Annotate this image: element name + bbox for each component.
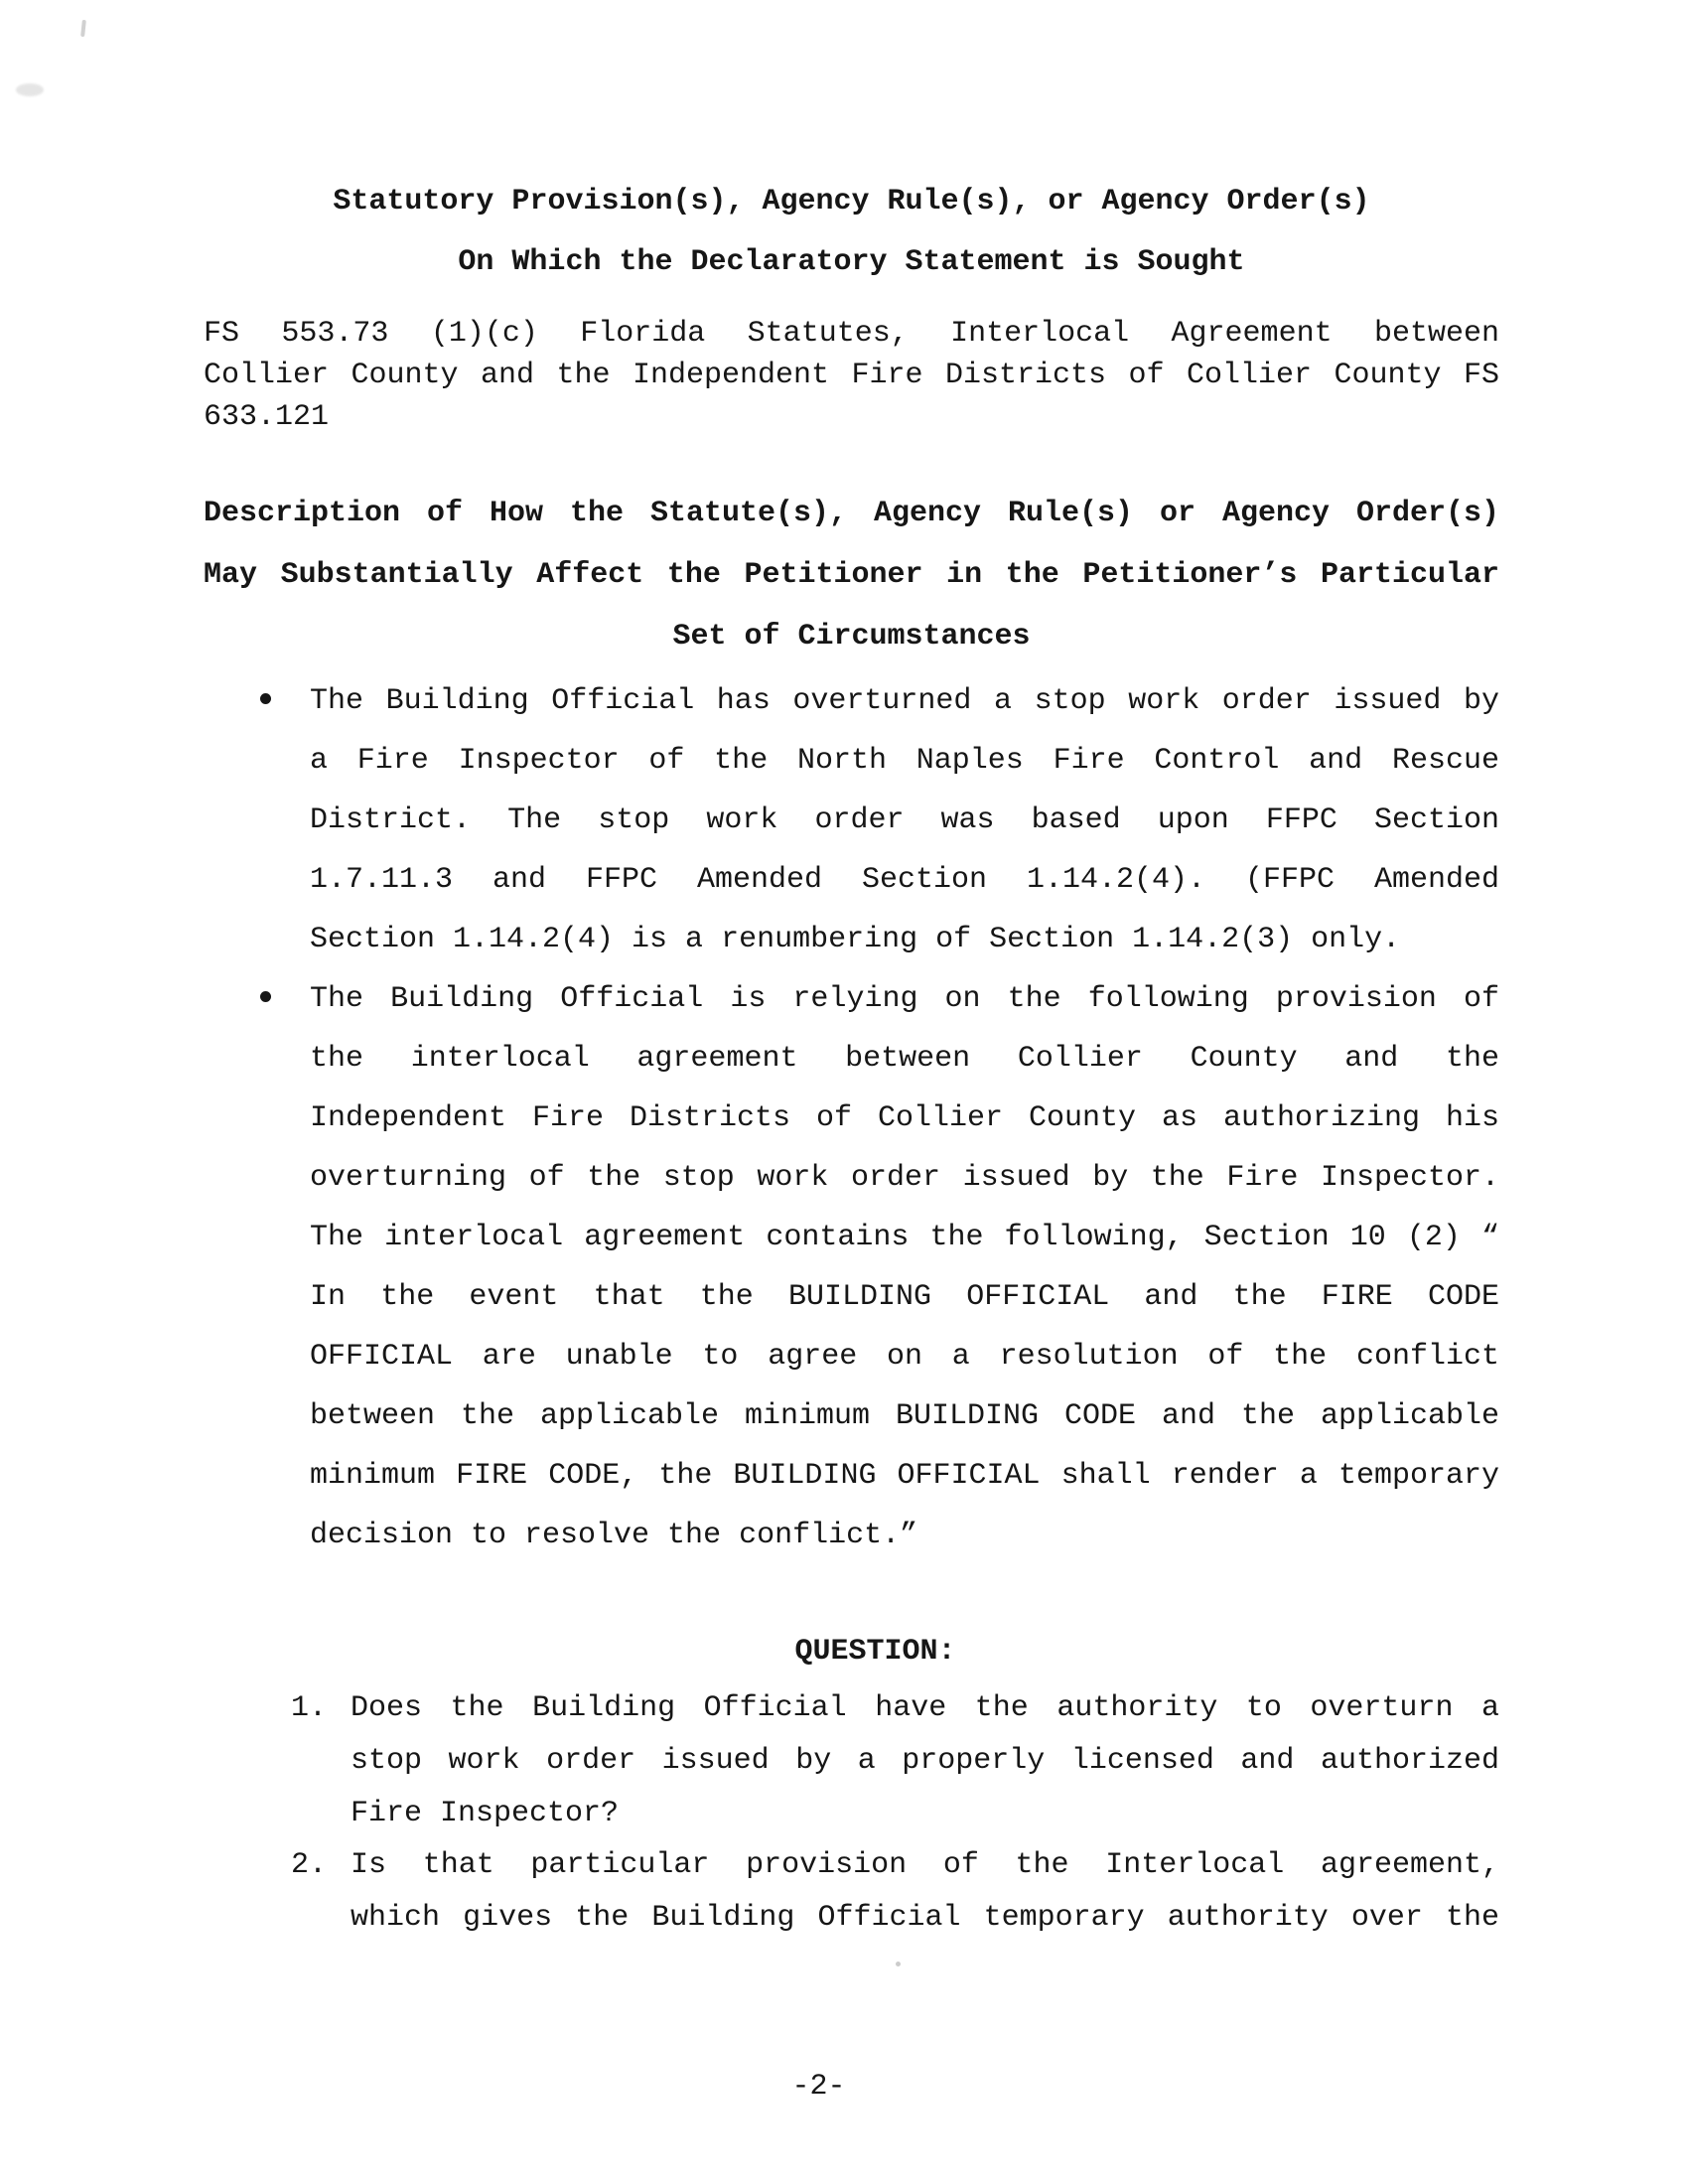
text-line: overturning of the stop work order issued by the Fire Inspector. — [310, 1161, 1499, 1195]
question-number: 1. — [291, 1691, 328, 1725]
text-line: a Fire Inspector of the North Naples Fire Control and Rescue — [310, 744, 1499, 778]
heading-line: Set of Circumstances — [672, 620, 1031, 654]
bullet-item-stop-work-order — [204, 671, 1499, 969]
heading-text: QUESTION: — [794, 1635, 956, 1669]
bullet-item-interlocal-agreement — [204, 969, 1499, 1565]
text-line: The Building Official is relying on the following provision of — [310, 982, 1499, 1016]
bullet-text — [310, 969, 1499, 1565]
scan-speck — [16, 83, 44, 96]
heading-line: May Substantially Affect the Petitioner in the Petitioner’s Particular — [204, 558, 1499, 592]
question-heading — [204, 1632, 1499, 1672]
question-item-2 — [204, 1839, 1499, 1945]
question-text — [351, 1839, 1499, 1945]
text-line: The Building Official has overturned a stop work order issued by — [310, 684, 1499, 718]
text-line: 1.7.11.3 and FFPC Amended Section 1.14.2(4). (FFPC Amended — [310, 863, 1499, 897]
text-line: 633.121 — [204, 400, 330, 434]
description-heading — [204, 483, 1499, 667]
question-text — [351, 1682, 1499, 1840]
bullet-text — [310, 671, 1499, 969]
text-line: Is that particular provision of the Interlocal agreement, — [351, 1848, 1499, 1882]
text-line: The interlocal agreement contains the following, Section 10 (2) “ — [310, 1221, 1499, 1254]
page-number — [204, 2067, 1499, 2107]
text-line: decision to resolve the conflict.” — [310, 1519, 918, 1552]
scan-speck — [80, 20, 86, 37]
text-line: Independent Fire Districts of Collier County as authorizing his — [310, 1101, 1499, 1135]
question-item-1 — [204, 1682, 1499, 1840]
heading-line: On Which the Declaratory Statement is Sought — [458, 245, 1245, 279]
heading-line — [204, 1632, 1499, 1672]
text-line: minimum FIRE CODE, the BUILDING OFFICIAL shall render a temporary — [310, 1459, 1499, 1493]
statutory-provisions-heading — [204, 172, 1499, 293]
text-line: Collier County and the Independent Fire Districts of Collier County FS — [204, 359, 1499, 392]
heading-line: Statutory Provision(s), Agency Rule(s), or Agency Order(s) — [333, 185, 1370, 218]
bullet-icon — [260, 991, 271, 1002]
bullet-icon — [260, 693, 271, 704]
text-line: between the applicable minimum BUILDING CODE and the applicable — [310, 1399, 1499, 1433]
question-number: 2. — [291, 1848, 328, 1882]
text-line: In the event that the BUILDING OFFICIAL and the FIRE CODE — [310, 1280, 1499, 1314]
text-line: Fire Inspector? — [351, 1797, 620, 1830]
scan-speck — [896, 1962, 901, 1966]
text-line: stop work order issued by a properly licensed and authorized — [351, 1744, 1499, 1778]
page-number-text: -2- — [791, 2070, 846, 2104]
text-line: Does the Building Official have the authority to overturn a — [351, 1691, 1499, 1725]
text-line: the interlocal agreement between Collier County and the — [310, 1042, 1499, 1076]
text-line: District. The stop work order was based upon FFPC Section — [310, 803, 1499, 837]
text-line: FS 553.73 (1)(c) Florida Statutes, Interlocal Agreement between — [204, 317, 1499, 351]
text-line: which gives the Building Official temporary authority over the — [351, 1901, 1499, 1935]
text-line: OFFICIAL are unable to agree on a resolution of the conflict — [310, 1340, 1499, 1374]
statute-citation-paragraph — [204, 313, 1499, 438]
text-line — [204, 2067, 1499, 2107]
heading-line: Description of How the Statute(s), Agency Rule(s) or Agency Order(s) — [204, 497, 1499, 530]
text-line: Section 1.14.2(4) is a renumbering of Section 1.14.2(3) only. — [310, 923, 1401, 956]
